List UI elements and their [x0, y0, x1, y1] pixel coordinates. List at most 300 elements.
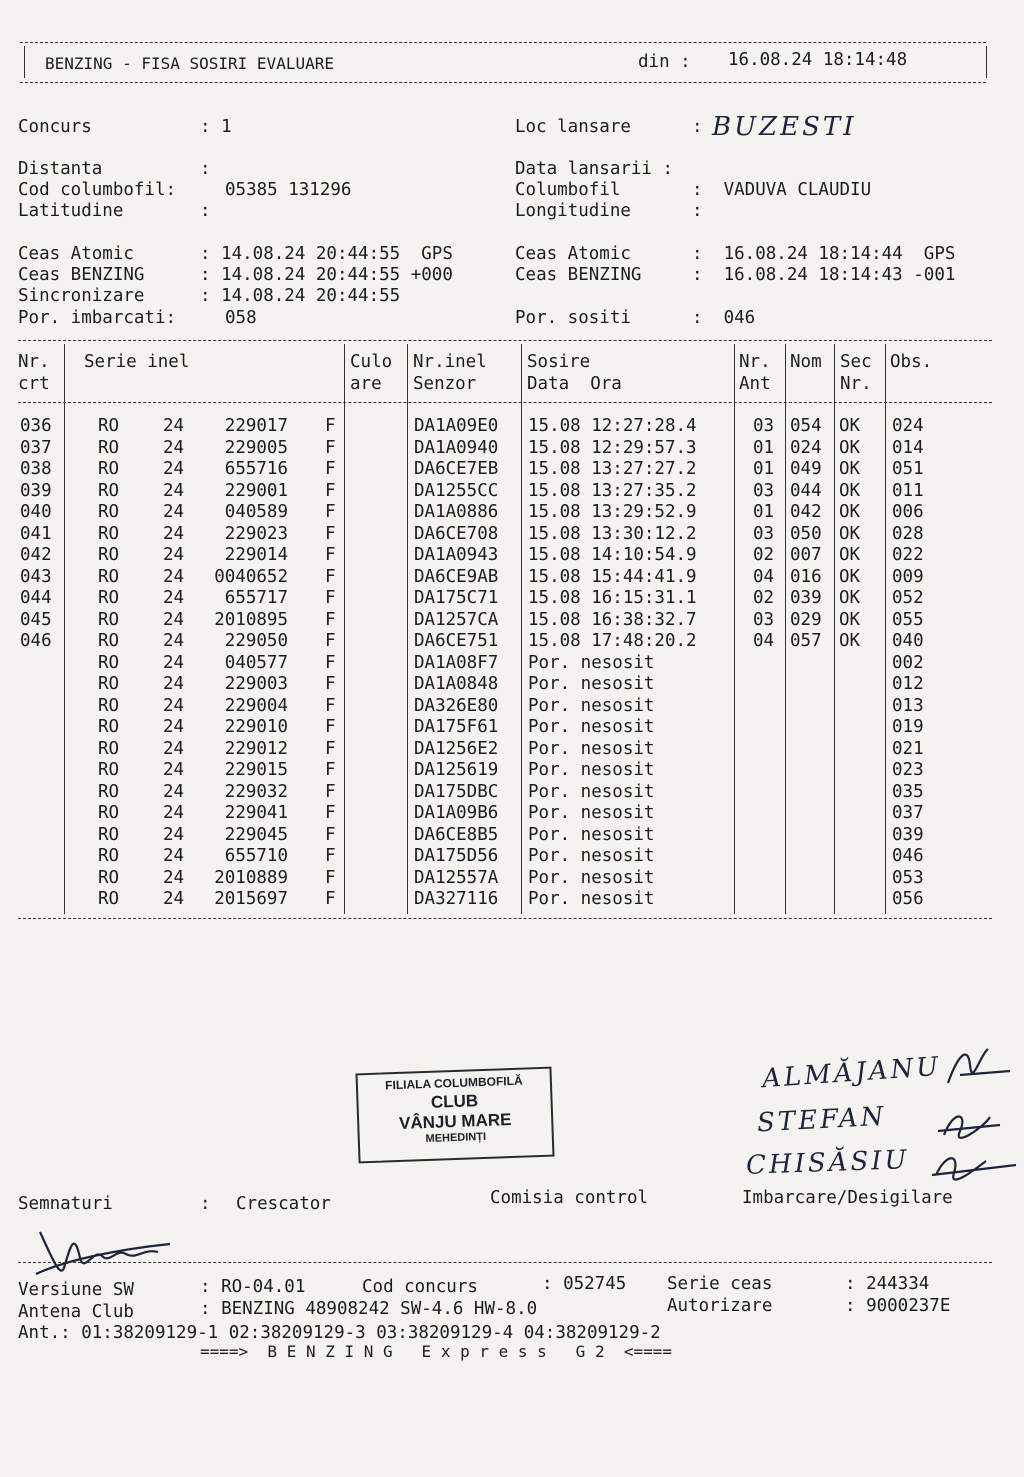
cell-yr: 24 [163, 416, 185, 436]
cell-obs: 053 [892, 867, 924, 888]
cell-ro: RO [98, 889, 120, 909]
signature-scribbles [930, 1035, 1020, 1195]
cell-ro: RO [98, 566, 120, 587]
th-ant: Ant [739, 374, 771, 394]
table-row [18, 803, 998, 825]
ceas-benzing2-value: : 16.08.24 18:14:43 -001 [692, 265, 956, 285]
cell-obs: 037 [892, 803, 924, 823]
cell-yr: 24 [163, 781, 185, 802]
cell-ant: 03 [753, 609, 775, 630]
table-row [18, 588, 998, 610]
table-header-rule [18, 402, 992, 403]
cell-sec: OK [839, 566, 861, 587]
table-row [18, 653, 998, 675]
cell-sec: OK [839, 523, 861, 544]
cell-num: 229012 [224, 738, 288, 759]
cell-ant: 01 [753, 502, 775, 522]
cell-sen: DA327116 [414, 889, 499, 909]
cell-num: 229032 [224, 781, 288, 802]
sheet-title: BENZING - FISA SOSIRI EVALUARE [45, 54, 334, 73]
table-row [18, 782, 998, 804]
cell-yr: 24 [163, 437, 185, 458]
cell-nr: 045 [20, 609, 52, 630]
cell-obs: 028 [892, 523, 924, 544]
cell-sos: 15.08 17:48:20.2 [528, 631, 697, 651]
cell-sen: DA1A0848 [414, 674, 499, 694]
cell-sex: F [325, 846, 336, 866]
cell-nom: 050 [790, 523, 822, 544]
cell-obs: 055 [892, 609, 924, 630]
cell-sen: DA175C71 [414, 588, 499, 608]
table-row [18, 610, 998, 632]
ceas-atomic-value: : 14.08.24 20:44:55 GPS [200, 244, 453, 264]
autorizare-value: : 9000237E [845, 1296, 951, 1316]
ceas-benzing-label: Ceas BENZING [18, 265, 145, 285]
cell-num: 229050 [224, 631, 288, 651]
cell-sex: F [325, 566, 336, 587]
cell-obs: 056 [892, 889, 924, 909]
cell-sex: F [325, 652, 336, 673]
cell-nom: 024 [790, 437, 822, 458]
cod-concurs-label: Cod concurs [362, 1277, 478, 1297]
cell-sos: 15.08 12:29:57.3 [528, 437, 697, 458]
cell-sen: DA1A09E0 [414, 416, 499, 436]
cell-sos: Por. nesosit [528, 781, 655, 802]
cell-sec: OK [839, 437, 861, 458]
cell-sex: F [325, 631, 336, 651]
imbarcare-label: Imbarcare/Desigilare [742, 1188, 953, 1208]
cell-sos: Por. nesosit [528, 738, 655, 759]
cell-sec: OK [839, 459, 861, 479]
cell-yr: 24 [163, 459, 185, 479]
cell-obs: 052 [892, 588, 924, 608]
cell-sos: 15.08 13:27:27.2 [528, 459, 697, 479]
cell-ant: 04 [753, 631, 775, 651]
cell-sos: 15.08 15:44:41.9 [528, 566, 697, 587]
cell-yr: 24 [163, 502, 185, 522]
cell-sen: DA175DBC [414, 781, 499, 802]
cell-obs: 002 [892, 652, 924, 673]
loc-label: Loc lansare [515, 117, 631, 137]
ceas-benzing-value: : 14.08.24 20:44:55 +000 [200, 265, 453, 285]
cell-obs: 019 [892, 717, 924, 737]
table-row [18, 631, 998, 653]
latitudine-label: Latitudine [18, 201, 124, 221]
sincronizare-label: Sincronizare [18, 286, 145, 306]
cell-yr: 24 [163, 889, 185, 909]
cell-obs: 006 [892, 502, 924, 522]
th-obs: Obs. [890, 352, 933, 372]
cell-ro: RO [98, 652, 120, 673]
header-top-rule [20, 42, 986, 43]
table-row [18, 459, 998, 481]
cell-sex: F [325, 738, 336, 759]
header-bottom-rule [20, 82, 986, 83]
distanta-value: : [200, 159, 211, 179]
cell-nr: 046 [20, 631, 52, 651]
cell-obs: 023 [892, 760, 924, 780]
cell-sos: 15.08 12:27:28.4 [528, 416, 697, 436]
table-row [18, 825, 998, 847]
cell-nom: 007 [790, 545, 822, 565]
longitudine-value: : [692, 201, 703, 221]
cell-ant: 02 [753, 588, 775, 608]
ceas-atomic-label: Ceas Atomic [18, 244, 134, 264]
cell-sex: F [325, 502, 336, 522]
cell-num: 229041 [224, 803, 288, 823]
cell-ro: RO [98, 631, 120, 651]
cell-ro: RO [98, 588, 120, 608]
cell-sos: Por. nesosit [528, 674, 655, 694]
cell-nom: 049 [790, 459, 822, 479]
cell-sex: F [325, 416, 336, 436]
cell-ant: 03 [753, 480, 775, 501]
cell-nom: 057 [790, 631, 822, 651]
table-row [18, 545, 998, 567]
table-row [18, 416, 998, 438]
handwritten-name-2: STEFAN [756, 1101, 888, 1139]
cell-num: 229017 [224, 416, 288, 436]
serie-ceas-value: : 244334 [845, 1274, 930, 1294]
cod-value: 05385 131296 [225, 180, 352, 200]
th-culo: Culo [350, 352, 393, 372]
antena-label: Antena Club [18, 1302, 134, 1322]
cell-sen: DA1A08F7 [414, 652, 499, 673]
table-row [18, 567, 998, 589]
cell-nr: 042 [20, 545, 52, 565]
th-nr: Nr. [18, 352, 50, 372]
cell-sex: F [325, 588, 336, 608]
cell-sos: Por. nesosit [528, 652, 655, 673]
cell-sex: F [325, 609, 336, 630]
th-sec: Sec [840, 352, 872, 372]
cell-ro: RO [98, 609, 120, 630]
cell-num: 040589 [224, 502, 288, 522]
cell-yr: 24 [163, 695, 185, 716]
table-row [18, 696, 998, 718]
longitudine-label: Longitudine [515, 201, 631, 221]
cell-yr: 24 [163, 566, 185, 587]
cell-sos: Por. nesosit [528, 760, 655, 780]
cell-yr: 24 [163, 588, 185, 608]
cell-sos: Por. nesosit [528, 695, 655, 716]
cell-ro: RO [98, 674, 120, 694]
cell-obs: 009 [892, 566, 924, 587]
cell-num: 655710 [224, 846, 288, 866]
table-row [18, 481, 998, 503]
semnaturi-label: Semnaturi [18, 1194, 113, 1214]
sincronizare-value: : 14.08.24 20:44:55 [200, 286, 401, 306]
cell-nom: 029 [790, 609, 822, 630]
cell-num: 229003 [224, 674, 288, 694]
cell-nr: 040 [20, 502, 52, 522]
cod-label: Cod columbofil: [18, 180, 177, 200]
cell-ro: RO [98, 695, 120, 716]
cell-ant: 04 [753, 566, 775, 587]
cell-sec: OK [839, 609, 861, 630]
cell-sos: Por. nesosit [528, 867, 655, 888]
cell-sos: 15.08 13:29:52.9 [528, 502, 697, 522]
cell-sec: OK [839, 545, 861, 565]
cell-sen: DA1A0943 [414, 545, 499, 565]
cell-nr: 036 [20, 416, 52, 436]
cell-yr: 24 [163, 846, 185, 866]
table-row [18, 760, 998, 782]
cell-yr: 24 [163, 523, 185, 544]
por-sositi-value: : 046 [692, 308, 756, 328]
cell-sos: 15.08 16:38:32.7 [528, 609, 697, 630]
cell-sex: F [325, 545, 336, 565]
cell-num: 040577 [224, 652, 288, 673]
cell-obs: 035 [892, 781, 924, 802]
cell-yr: 24 [163, 867, 185, 888]
cell-num: 229015 [224, 760, 288, 780]
stamp-line1: FILIALA COLUMBOFILĂ [384, 1073, 523, 1093]
cell-sos: 15.08 13:27:35.2 [528, 480, 697, 501]
cell-sex: F [325, 717, 336, 737]
cell-ant: 02 [753, 545, 775, 565]
cell-sen: DA6CE751 [414, 631, 499, 651]
crescator-label: Crescator [236, 1194, 331, 1214]
cell-nom: 039 [790, 588, 822, 608]
cell-sex: F [325, 803, 336, 823]
cell-sex: F [325, 824, 336, 845]
cell-ro: RO [98, 781, 120, 802]
cell-nr: 038 [20, 459, 52, 479]
distanta-label: Distanta [18, 159, 103, 179]
handwritten-name-1: ALMĂJANU [761, 1051, 943, 1095]
cell-ant: 03 [753, 523, 775, 544]
loc-handwritten: BUZESTI [712, 112, 857, 142]
por-imbarcati-value: 058 [225, 308, 257, 328]
cell-yr: 24 [163, 717, 185, 737]
cell-sex: F [325, 459, 336, 479]
serie-ceas-label: Serie ceas [667, 1274, 773, 1294]
cell-nr: 039 [20, 480, 52, 501]
th-nrinel: Nr.inel [413, 352, 487, 372]
cell-sen: DA326E80 [414, 695, 499, 716]
th-sec-nr: Nr. [840, 374, 872, 394]
cell-yr: 24 [163, 738, 185, 759]
th-serie: Serie inel [84, 352, 190, 372]
cell-sos: 15.08 14:10:54.9 [528, 545, 697, 565]
cell-nom: 042 [790, 502, 822, 522]
cell-sos: Por. nesosit [528, 846, 655, 866]
cell-num: 229005 [224, 437, 288, 458]
cell-ro: RO [98, 867, 120, 888]
data-lansarii-label: Data lansarii : [515, 159, 674, 179]
th-data-ora: Data Ora [527, 374, 622, 394]
cell-yr: 24 [163, 480, 185, 501]
cell-sex: F [325, 480, 336, 501]
cell-sos: Por. nesosit [528, 824, 655, 845]
columbofil-label: Columbofil [515, 180, 621, 200]
table-row [18, 524, 998, 546]
cell-num: 0040652 [214, 566, 288, 587]
cell-sen: DA1A09B6 [414, 803, 499, 823]
cell-sen: DA175D56 [414, 846, 499, 866]
cell-yr: 24 [163, 609, 185, 630]
cell-sex: F [325, 760, 336, 780]
cell-nr: 037 [20, 437, 52, 458]
ceas-atomic2-value: : 16.08.24 18:14:44 GPS [692, 244, 956, 264]
cell-sen: DA1A0886 [414, 502, 499, 522]
table-top-rule [18, 340, 992, 341]
cell-ro: RO [98, 480, 120, 501]
cell-sec: OK [839, 502, 861, 522]
cell-ro: RO [98, 523, 120, 544]
cell-sos: Por. nesosit [528, 717, 655, 737]
cell-sen: DA6CE9AB [414, 566, 499, 587]
table-row [18, 846, 998, 868]
ceas-atomic2-label: Ceas Atomic [515, 244, 631, 264]
table-bottom-rule [18, 918, 992, 919]
antena-value: : BENZING 48908242 SW-4.6 HW-8.0 [200, 1299, 538, 1319]
th-are: are [350, 374, 382, 394]
table-row [18, 438, 998, 460]
cell-sen: DA6CE8B5 [414, 824, 499, 845]
cell-nom: 054 [790, 416, 822, 436]
cell-sex: F [325, 867, 336, 888]
footer-rule [18, 1262, 992, 1263]
cell-ant: 01 [753, 437, 775, 458]
stamp-line4: MEHEDINȚI [425, 1130, 487, 1146]
cell-ro: RO [98, 502, 120, 522]
cell-sec: OK [839, 480, 861, 501]
cell-ro: RO [98, 717, 120, 737]
concurs-label: Concurs [18, 117, 92, 137]
columbofil-value: : VADUVA CLAUDIU [692, 180, 872, 200]
cell-sec: OK [839, 588, 861, 608]
cell-sen: DA12557A [414, 867, 499, 888]
comisia-label: Comisia control [490, 1188, 649, 1208]
cell-sos: Por. nesosit [528, 889, 655, 909]
cell-obs: 051 [892, 459, 924, 479]
cell-num: 229010 [224, 717, 288, 737]
versiune-value: : RO-04.01 [200, 1277, 306, 1297]
cell-num: 655716 [224, 459, 288, 479]
cell-ro: RO [98, 760, 120, 780]
cell-yr: 24 [163, 674, 185, 694]
th-sosire: Sosire [527, 352, 591, 372]
th-senzor: Senzor [413, 374, 477, 394]
por-sositi-label: Por. sositi [515, 308, 631, 328]
stamp-line3: VÂNJU MARE [398, 1110, 512, 1133]
cell-sec: OK [839, 416, 861, 436]
cell-ro: RO [98, 824, 120, 845]
header-left-border [24, 46, 25, 78]
cell-yr: 24 [163, 652, 185, 673]
cell-obs: 039 [892, 824, 924, 845]
cell-obs: 040 [892, 631, 924, 651]
cell-obs: 022 [892, 545, 924, 565]
cell-ro: RO [98, 545, 120, 565]
cod-concurs-value: : 052745 [542, 1274, 627, 1294]
ceas-benzing2-label: Ceas BENZING [515, 265, 642, 285]
cell-sen: DA125619 [414, 760, 499, 780]
cell-yr: 24 [163, 760, 185, 780]
cell-sec: OK [839, 631, 861, 651]
table-row [18, 889, 998, 911]
cell-ro: RO [98, 846, 120, 866]
cell-num: 229001 [224, 480, 288, 501]
stamp-line2: CLUB [430, 1091, 479, 1112]
header-right-border [986, 46, 987, 78]
cell-ant: 01 [753, 459, 775, 479]
cell-sos: Por. nesosit [528, 803, 655, 823]
cell-num: 2015697 [214, 889, 288, 909]
versiune-label: Versiune SW [18, 1280, 134, 1300]
din-value: 16.08.24 18:14:48 [728, 50, 908, 70]
autorizare-label: Autorizare [667, 1296, 773, 1316]
cell-sen: DA175F61 [414, 717, 499, 737]
cell-sen: DA1257CA [414, 609, 499, 630]
cell-yr: 24 [163, 545, 185, 565]
cell-obs: 012 [892, 674, 924, 694]
din-label: din : [638, 52, 691, 72]
cell-ro: RO [98, 416, 120, 436]
cell-obs: 024 [892, 416, 924, 436]
cell-obs: 046 [892, 846, 924, 866]
cell-obs: 014 [892, 437, 924, 458]
cell-obs: 021 [892, 738, 924, 759]
cell-ro: RO [98, 459, 120, 479]
cell-sen: DA1A0940 [414, 437, 499, 458]
cell-sos: 15.08 13:30:12.2 [528, 523, 697, 544]
cell-ro: RO [98, 738, 120, 759]
cell-num: 2010889 [214, 867, 288, 888]
table-row [18, 739, 998, 761]
cell-obs: 011 [892, 480, 924, 501]
cell-ro: RO [98, 803, 120, 823]
cell-yr: 24 [163, 824, 185, 845]
cell-nom: 016 [790, 566, 822, 587]
cell-nr: 041 [20, 523, 52, 544]
cell-num: 2010895 [214, 609, 288, 630]
cell-yr: 24 [163, 803, 185, 823]
cell-num: 655717 [224, 588, 288, 608]
antenna-list: Ant.: 01:38209129-1 02:38209129-3 03:38209129-4 04:38209129-2 [18, 1323, 661, 1343]
cell-sex: F [325, 889, 336, 909]
table-row [18, 868, 998, 890]
cell-sex: F [325, 523, 336, 544]
cell-nr: 044 [20, 588, 52, 608]
cell-sen: DA6CE708 [414, 523, 499, 544]
cell-num: 229045 [224, 824, 288, 845]
cell-num: 229004 [224, 695, 288, 716]
cell-sen: DA6CE7EB [414, 459, 499, 479]
cell-num: 229023 [224, 523, 288, 544]
por-imbarcati-label: Por. imbarcati: [18, 308, 177, 328]
cell-nom: 044 [790, 480, 822, 501]
concurs-value: : 1 [200, 117, 232, 137]
cell-yr: 24 [163, 631, 185, 651]
club-stamp [355, 1067, 554, 1164]
cell-num: 229014 [224, 545, 288, 565]
table-row [18, 674, 998, 696]
semnaturi-sep: : [200, 1194, 211, 1214]
cell-nr: 043 [20, 566, 52, 587]
th-nr-ant: Nr. [739, 352, 771, 372]
cell-ro: RO [98, 437, 120, 458]
cell-sen: DA1255CC [414, 480, 499, 501]
th-nom: Nom [790, 352, 822, 372]
latitudine-value: : [200, 201, 211, 221]
loc-sep: : [692, 117, 703, 137]
cell-obs: 013 [892, 695, 924, 716]
cell-sex: F [325, 695, 336, 716]
cell-sen: DA1256E2 [414, 738, 499, 759]
